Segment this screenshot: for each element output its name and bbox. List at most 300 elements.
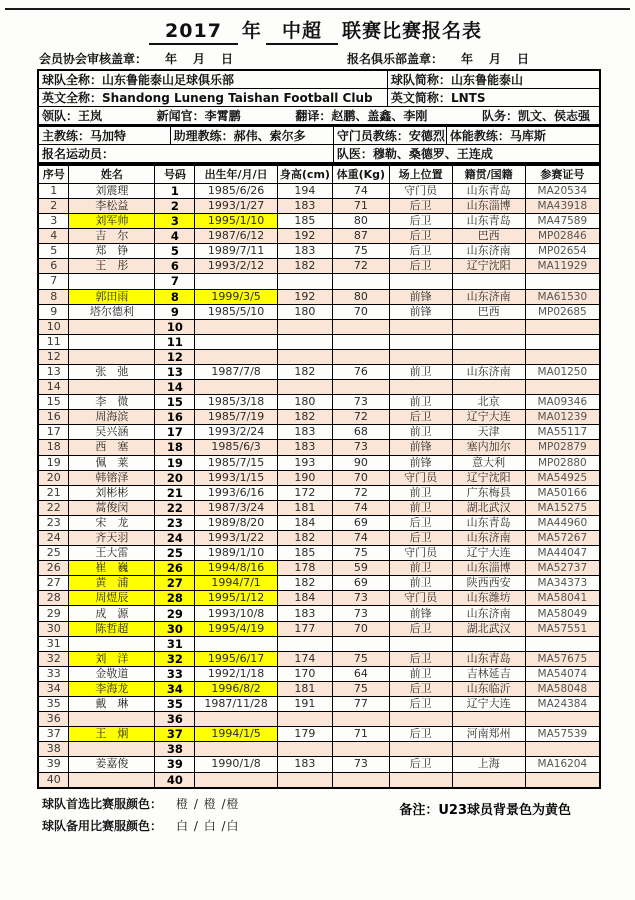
roster-cell-number: 31 [155,636,195,651]
roster-cell-birth: 1985/3/18 [195,395,278,410]
roster-cell-origin [452,742,525,757]
roster-cell-origin: 上海 [452,757,525,772]
roster-row [38,198,600,213]
roster-cell-name: 成 源 [69,606,155,621]
roster-cell-id: MA01250 [525,364,600,379]
roster-cell-height: 191 [277,697,332,712]
roster-cell-position [389,274,452,289]
roster-cell-position: 前卫 [389,576,452,591]
roster-cell-weight [332,274,389,289]
roster-cell-no: 23 [38,515,69,530]
roster-cell-origin: 塞内加尔 [452,440,525,455]
roster-cell-name [69,772,155,788]
roster-cell-birth: 1985/7/15 [195,455,278,470]
roster-cell-no: 35 [38,697,69,712]
roster-cell-name: 佩 莱 [69,455,155,470]
roster-cell-no: 2 [38,198,69,213]
roster-cell-origin: 巴西 [452,304,525,319]
roster-cell-number: 29 [155,606,195,621]
team-full-name-cell [38,70,387,89]
roster-row [38,244,600,259]
roster-row [38,470,600,485]
footer [42,795,601,839]
roster-cell-origin [452,349,525,364]
team-affairs: 队务：凯文、侯志强 [481,108,590,123]
roster-cell-name: 张 弛 [69,364,155,379]
club-stamp [347,50,599,67]
roster-row [38,500,600,515]
u23-note: 备注：U23球员背景色为黄色 [399,802,571,818]
roster-cell-position: 后卫 [389,697,452,712]
club-stamp-label: 报名俱乐部盖章： [347,51,444,66]
roster-cell-height: 181 [277,500,332,515]
roster-cell-birth: 1987/7/8 [195,364,278,379]
fitness-coach: 体能教练：马库斯 [446,126,600,144]
roster-cell-birth [195,380,278,395]
roster-cell-birth [195,636,278,651]
roster-cell-birth: 1987/3/24 [195,500,278,515]
roster-cell-no: 34 [38,681,69,696]
roster-cell-weight: 74 [332,183,389,198]
translators: 翻译：赵鹏、盖鑫、李刚 [295,108,428,123]
roster-cell-position: 前卫 [389,395,452,410]
roster-cell-number: 16 [155,410,195,425]
roster-cell-id: MA44047 [525,546,600,561]
roster-cell-no: 4 [38,229,69,244]
roster-cell-no: 31 [38,636,69,651]
roster-cell-id: MA01239 [525,410,600,425]
roster-cell-height: 184 [277,591,332,606]
team-short-name-cell [387,70,600,89]
roster-cell-name [69,334,155,349]
roster-cell-id [525,319,600,334]
primary-kit-line [42,795,240,812]
roster-row [38,380,600,395]
title-year-suffix: 年 [241,20,262,42]
roster-cell-origin: 湖北武汉 [452,500,525,515]
roster-cell-height: 190 [277,470,332,485]
roster-cell-weight: 76 [332,364,389,379]
roster-cell-no: 3 [38,214,69,229]
roster-cell-number: 27 [155,576,195,591]
roster-cell-name: 刘 洋 [69,651,155,666]
roster-cell-position: 后卫 [389,259,452,274]
roster-cell-origin: 山东淄博 [452,198,525,213]
roster-header-name: 姓名 [69,165,155,184]
page-top-rule [5,8,630,10]
roster-header-origin: 籍贯/国籍 [452,165,525,184]
team-en-short-cell [387,88,600,106]
roster-row [38,274,600,289]
roster-cell-no: 24 [38,531,69,546]
roster-cell-position: 后卫 [389,214,452,229]
roster-cell-id: MP02654 [525,244,600,259]
roster-cell-birth: 1992/1/18 [195,666,278,681]
roster-cell-weight: 69 [332,515,389,530]
roster-cell-position: 后卫 [389,681,452,696]
roster-cell-id: MA44960 [525,515,600,530]
roster-cell-id: MA16204 [525,757,600,772]
roster-cell-no: 28 [38,591,69,606]
roster-cell-origin: 山东淄博 [452,561,525,576]
roster-cell-height: 172 [277,485,332,500]
roster-cell-id: MA54074 [525,666,600,681]
roster-cell-id: MP02880 [525,455,600,470]
team-full-name-label: 球队全称： [42,72,103,87]
team-leaders-row [38,106,600,125]
roster-cell-height: 174 [277,651,332,666]
roster-cell-no: 22 [38,500,69,515]
roster-cell-birth [195,349,278,364]
roster-row [38,742,600,757]
roster-cell-birth [195,334,278,349]
roster-cell-origin [452,334,525,349]
roster-cell-weight: 73 [332,757,389,772]
roster-cell-name: 齐天羽 [69,531,155,546]
team-en-name-label: 英文全称： [42,90,103,105]
roster-cell-name: 李海龙 [69,681,155,696]
roster-cell-number: 30 [155,621,195,636]
roster-cell-origin: 辽宁大连 [452,697,525,712]
roster-cell-weight: 59 [332,561,389,576]
roster-cell-position [389,319,452,334]
roster-row [38,319,600,334]
roster-cell-weight: 80 [332,214,389,229]
roster-cell-number: 38 [155,742,195,757]
roster-cell-id: MA11929 [525,259,600,274]
roster-cell-name: 塔尔德利 [69,304,155,319]
roster-cell-height: 179 [277,727,332,742]
roster-cell-weight [332,712,389,727]
roster-cell-name [69,636,155,651]
roster-row [38,606,600,621]
roster-cell-position: 前锋 [389,455,452,470]
roster-cell-height: 192 [277,289,332,304]
roster-cell-birth: 1990/1/8 [195,757,278,772]
roster-cell-height: 185 [277,214,332,229]
roster-cell-birth: 1993/1/15 [195,470,278,485]
roster-cell-weight: 72 [332,485,389,500]
roster-cell-birth: 1989/1/10 [195,546,278,561]
roster-cell-position: 后卫 [389,651,452,666]
roster-cell-birth [195,772,278,788]
roster-cell-no: 7 [38,274,69,289]
roster-cell-birth: 1987/11/28 [195,697,278,712]
roster-cell-name [69,319,155,334]
head-coach: 主教练：马加特 [38,126,170,144]
roster-cell-origin: 山东济南 [452,289,525,304]
gk-coach: 守门员教练：安德烈 [333,126,446,144]
roster-cell-id: MA47589 [525,214,600,229]
roster-cell-position: 前卫 [389,364,452,379]
roster-cell-name [69,380,155,395]
roster-row [38,712,600,727]
roster-cell-height: 182 [277,531,332,546]
roster-cell-id: MA50166 [525,485,600,500]
roster-cell-id [525,380,600,395]
roster-cell-id [525,334,600,349]
roster-cell-number: 25 [155,546,195,561]
roster-cell-birth: 1995/1/10 [195,214,278,229]
roster-row [38,440,600,455]
primary-kit-colors: 橙 / 橙 /橙 [176,796,240,811]
roster-row [38,515,600,530]
roster-cell-weight [332,636,389,651]
roster-cell-position [389,772,452,788]
roster-cell-birth [195,742,278,757]
roster-row [38,697,600,712]
roster-cell-position: 后卫 [389,198,452,213]
roster-row [38,772,600,788]
roster-cell-name: 李 微 [69,395,155,410]
players-doctors-row [38,144,600,163]
roster-cell-position: 前卫 [389,485,452,500]
roster-cell-number: 15 [155,395,195,410]
roster-cell-id: MA43918 [525,198,600,213]
roster-row [38,289,600,304]
roster-cell-name [69,349,155,364]
roster-cell-weight: 72 [332,259,389,274]
roster-cell-height: 181 [277,681,332,696]
roster-cell-origin: 山东济南 [452,606,525,621]
roster-header-weight: 体重(Kg) [332,165,389,184]
roster-cell-no: 37 [38,727,69,742]
roster-cell-no: 8 [38,289,69,304]
roster-row [38,259,600,274]
roster-header-position: 场上位置 [389,165,452,184]
roster-cell-id: MA54925 [525,470,600,485]
roster-row [38,364,600,379]
roster-cell-position: 守门员 [389,470,452,485]
roster-row [38,425,600,440]
roster-cell-position: 前锋 [389,304,452,319]
roster-row [38,410,600,425]
roster-cell-no: 39 [38,757,69,772]
roster-cell-id: MA20534 [525,183,600,198]
roster-cell-number: 2 [155,198,195,213]
roster-cell-id: MP02879 [525,440,600,455]
roster-cell-weight: 68 [332,425,389,440]
roster-cell-height: 182 [277,364,332,379]
roster-cell-number: 4 [155,229,195,244]
roster-cell-number: 28 [155,591,195,606]
roster-cell-weight: 73 [332,395,389,410]
team-en-name-cell [38,88,387,106]
roster-cell-origin [452,380,525,395]
team-en-name: Shandong Luneng Taishan Football Club [102,90,373,105]
roster-cell-position: 前锋 [389,289,452,304]
roster-cell-origin [452,636,525,651]
alternate-kit-line [42,817,240,834]
roster-cell-birth [195,319,278,334]
roster-cell-height: 177 [277,621,332,636]
roster-cell-origin [452,772,525,788]
primary-kit-label: 球队首选比赛服颜色： [42,796,163,811]
roster-cell-position: 前卫 [389,425,452,440]
roster-cell-weight: 70 [332,621,389,636]
roster-row [38,183,600,198]
roster-cell-position: 前锋 [389,606,452,621]
roster-cell-name: 刘彬彬 [69,485,155,500]
roster-cell-position [389,349,452,364]
roster-cell-origin: 山东青岛 [452,183,525,198]
roster-header-number: 号码 [155,165,195,184]
roster-cell-weight: 69 [332,576,389,591]
roster-cell-height: 182 [277,410,332,425]
coach-info-table [37,126,601,164]
roster-cell-height [277,636,332,651]
roster-cell-birth: 1985/6/26 [195,183,278,198]
roster-cell-height: 180 [277,395,332,410]
roster-cell-birth: 1985/7/19 [195,410,278,425]
roster-cell-weight: 77 [332,697,389,712]
roster-cell-position: 后卫 [389,727,452,742]
roster-cell-origin: 辽宁沈阳 [452,470,525,485]
team-full-name: 山东鲁能泰山足球俱乐部 [102,72,235,87]
roster-cell-height: 170 [277,666,332,681]
page-title [0,16,635,45]
roster-cell-weight [332,742,389,757]
roster-cell-number: 26 [155,561,195,576]
roster-cell-birth: 1994/1/5 [195,727,278,742]
roster-cell-birth [195,274,278,289]
roster-cell-position [389,380,452,395]
roster-cell-number: 40 [155,772,195,788]
roster-cell-name: 西 塞 [69,440,155,455]
kit-colors [42,795,240,839]
assistant-coaches: 助理教练：郝伟、索尔多 [170,126,333,144]
roster-cell-no: 20 [38,470,69,485]
roster-cell-position: 前卫 [389,666,452,681]
roster-cell-position: 后卫 [389,515,452,530]
roster-cell-origin: 辽宁沈阳 [452,259,525,274]
roster-cell-origin: 山东济南 [452,364,525,379]
roster-cell-birth: 1994/7/1 [195,576,278,591]
roster-cell-height [277,319,332,334]
roster-cell-no: 36 [38,712,69,727]
roster-cell-id [525,772,600,788]
roster-row [38,395,600,410]
roster-cell-height [277,274,332,289]
roster-cell-name: 王 炯 [69,727,155,742]
roster-header-no: 序号 [38,165,69,184]
roster-row [38,636,600,651]
roster-cell-position: 前卫 [389,561,452,576]
roster-cell-weight [332,380,389,395]
roster-cell-id: MP02685 [525,304,600,319]
roster-row [38,681,600,696]
roster-cell-birth: 1987/6/12 [195,229,278,244]
roster-cell-number: 5 [155,244,195,259]
roster-cell-name: 姜嘉俊 [69,757,155,772]
roster-cell-origin: 天津 [452,425,525,440]
roster-cell-height [277,742,332,757]
roster-cell-position [389,334,452,349]
roster-cell-height: 184 [277,515,332,530]
team-info-table [37,69,601,126]
roster-row [38,561,600,576]
roster-cell-position: 守门员 [389,591,452,606]
roster-row [38,304,600,319]
roster-row [38,727,600,742]
roster-cell-birth: 1995/1/12 [195,591,278,606]
roster-cell-no: 21 [38,485,69,500]
roster-cell-number: 37 [155,727,195,742]
team-name-row [38,70,600,89]
roster-cell-height: 183 [277,757,332,772]
roster-cell-number: 11 [155,334,195,349]
roster-cell-position [389,636,452,651]
roster-header-id: 参赛证号 [525,165,600,184]
roster-cell-number: 39 [155,757,195,772]
roster-cell-id: MA57539 [525,727,600,742]
roster-cell-no: 10 [38,319,69,334]
press-officer: 新闻官：李霄鹏 [156,108,241,123]
roster-cell-height [277,772,332,788]
title-year: 2017 [149,21,238,45]
roster-cell-origin: 湖北武汉 [452,621,525,636]
roster-cell-birth: 1994/8/16 [195,561,278,576]
roster-table [37,164,601,789]
roster-cell-height: 182 [277,576,332,591]
roster-cell-birth: 1993/2/12 [195,259,278,274]
roster-cell-no: 38 [38,742,69,757]
roster-cell-origin: 河南郑州 [452,727,525,742]
roster-cell-height: 183 [277,440,332,455]
roster-cell-name: 金敬道 [69,666,155,681]
club-stamp-date: 年 月 日 [461,51,532,66]
alternate-kit-label: 球队备用比赛服颜色： [42,818,163,833]
roster-cell-weight: 80 [332,289,389,304]
roster-cell-height: 193 [277,455,332,470]
roster-cell-number: 20 [155,470,195,485]
association-stamp [39,50,347,67]
roster-cell-weight: 75 [332,244,389,259]
roster-cell-height [277,712,332,727]
roster-cell-id [525,636,600,651]
roster-cell-no: 11 [38,334,69,349]
roster-cell-no: 15 [38,395,69,410]
roster-cell-no: 27 [38,576,69,591]
roster-cell-weight: 70 [332,470,389,485]
registered-players-label: 报名运动员： [38,144,333,163]
coaches-row [38,126,600,144]
roster-cell-number: 22 [155,500,195,515]
roster-cell-id: MP02846 [525,229,600,244]
team-en-short-label: 英文简称： [390,90,451,105]
roster-cell-weight: 75 [332,546,389,561]
roster-header-height: 身高(cm) [277,165,332,184]
roster-row [38,666,600,681]
roster-row [38,651,600,666]
roster-cell-name: 王大雷 [69,546,155,561]
roster-cell-position: 后卫 [389,229,452,244]
roster-cell-number: 10 [155,319,195,334]
roster-cell-origin: 辽宁大连 [452,410,525,425]
roster-cell-name: 吉 尔 [69,229,155,244]
roster-cell-name: 陈哲超 [69,621,155,636]
roster-cell-name: 周煜辰 [69,591,155,606]
roster-cell-no: 13 [38,364,69,379]
roster-cell-birth: 1993/1/22 [195,531,278,546]
roster-cell-origin: 吉林延吉 [452,666,525,681]
roster-cell-height: 192 [277,229,332,244]
roster-cell-id: MA24384 [525,697,600,712]
roster-cell-origin: 山东青岛 [452,651,525,666]
roster-cell-number: 23 [155,515,195,530]
roster-cell-id: MA52737 [525,561,600,576]
roster-cell-name: 宋 龙 [69,515,155,530]
